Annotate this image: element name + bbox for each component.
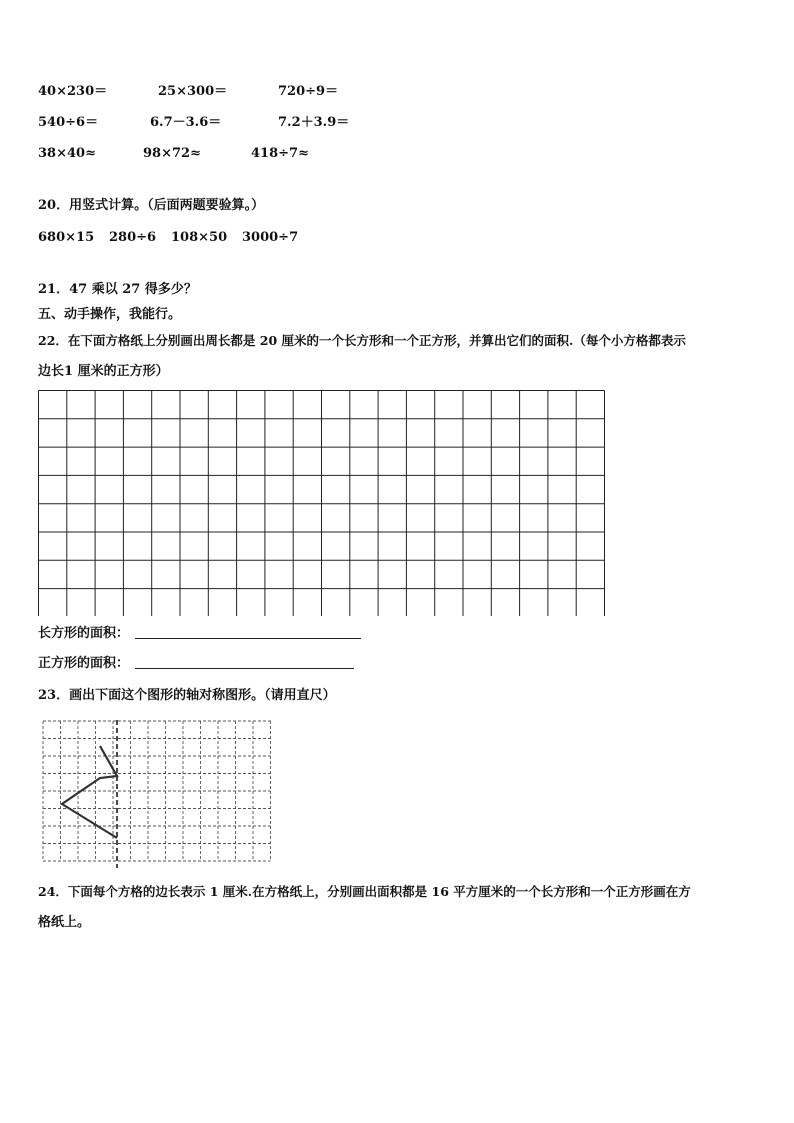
section-5-title: 五、动手操作，我能行。	[38, 307, 182, 322]
given-figure-shape	[62, 746, 117, 838]
q20-item-1: 680×15	[38, 230, 95, 245]
q20-title: 20．用竖式计算。（后面两题要验算。）	[38, 198, 265, 213]
oral-calc-3-2: 98×72≈	[143, 146, 201, 161]
oral-calc-2-1: 540÷6＝	[38, 115, 99, 130]
q20-item-2: 280÷6	[109, 230, 157, 245]
q23-title: 23．画出下面这个图形的轴对称图形。（请用直尺）	[38, 688, 336, 703]
q20-item-4: 3000÷7	[242, 230, 299, 245]
q21-text: 21．47 乘以 27 得多少？	[38, 282, 197, 297]
square-area-answer-line[interactable]	[135, 668, 354, 669]
square-area-label: 正方形的面积：	[38, 656, 130, 671]
oral-calc-3-1: 38×40≈	[38, 146, 96, 161]
q24-line-2: 格纸上。	[38, 915, 91, 930]
rect-area-answer-line[interactable]	[135, 638, 361, 639]
q22-line-1: 22．在下面方格纸上分别画出周长都是 20 厘米的一个长方形和一个正方形，并算出它们的面积.（每个小方格都表示	[38, 333, 686, 348]
q23-dashed-grid[interactable]	[40, 718, 274, 870]
q22-line-2: 边长1 厘米的正方形）	[38, 364, 169, 379]
oral-calc-1-1: 40×230＝	[38, 84, 108, 99]
oral-calc-1-2: 25×300＝	[158, 84, 228, 99]
oral-calc-2-2: 6.7－3.6＝	[150, 115, 222, 130]
q20-item-3: 108×50	[171, 230, 228, 245]
oral-calc-2-3: 7.2＋3.9＝	[278, 115, 350, 130]
rect-area-label: 长方形的面积：	[38, 626, 130, 641]
oral-calc-3-3: 418÷7≈	[251, 146, 309, 161]
q22-grid[interactable]	[38, 390, 608, 616]
q24-line-1: 24．下面每个方格的边长表示 1 厘米.在方格纸上，分别画出面积都是 16 平方厘米的一个长方形和一个正方形画在方	[38, 884, 691, 899]
oral-calc-1-3: 720÷9＝	[278, 84, 339, 99]
